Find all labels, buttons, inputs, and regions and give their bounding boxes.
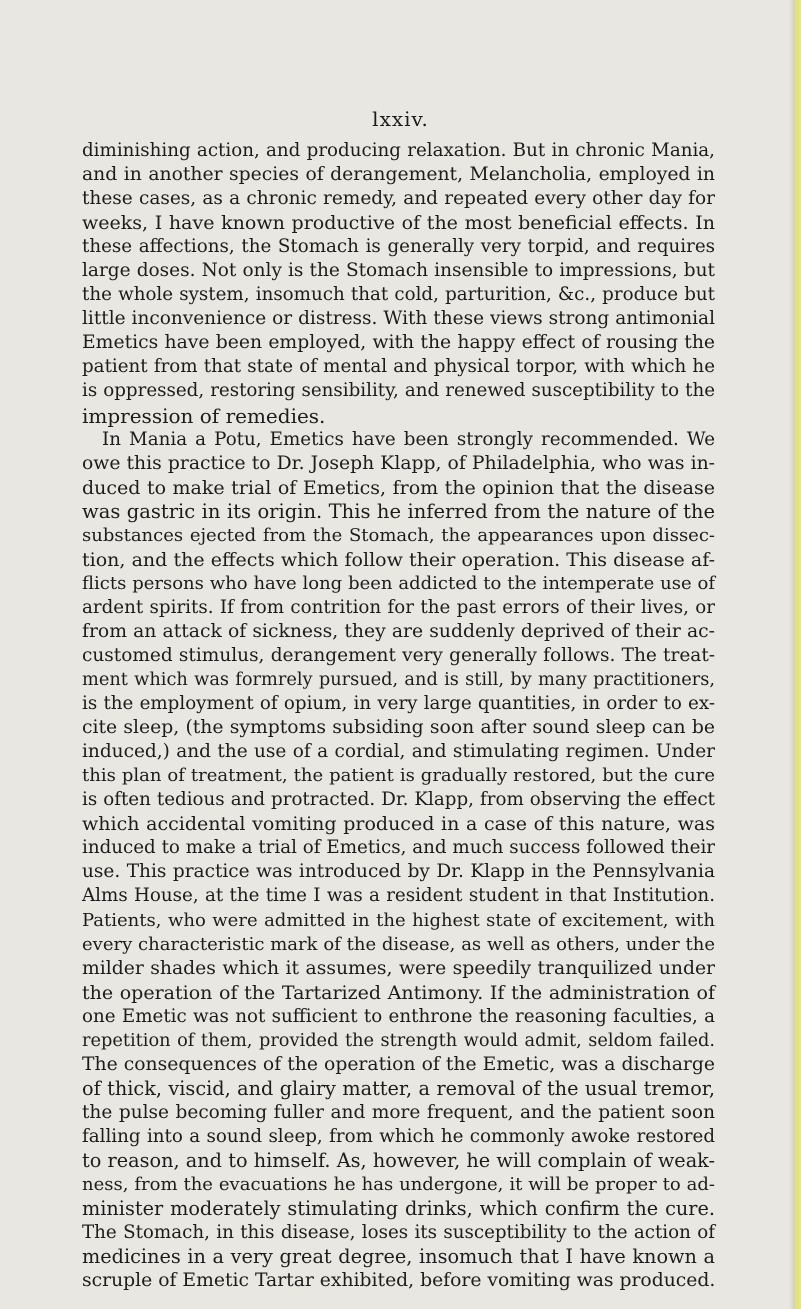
text-line: these affections, the Stomach is generally very torpid, and requires [82, 236, 715, 258]
text-line: Emetics have been employed, with the happy effect of rousing the [82, 332, 715, 354]
text-line: the whole system, insomuch that cold, parturition, &c., produce but [82, 284, 715, 306]
text-line: induced to make a trial of Emetics, and much success followed their [82, 837, 715, 859]
text-line: falling into a sound sleep, from which he commonly awoke restored [82, 1125, 715, 1147]
text-line: these cases, as a chronic remedy, and repeated every other day for [82, 188, 715, 210]
page-number: lxxiv. [372, 107, 429, 131]
text-line: Patients, who were admitted in the highest state of excitement, with [82, 909, 715, 931]
text-line: ment which was formrely pursued, and is still, by many practitioners, [82, 670, 715, 691]
text-line: to reason, and to himself. As, however, he will complain of weak- [82, 1148, 715, 1172]
text-line: impression of remedies. [82, 403, 326, 428]
text-line: is oppressed, restoring sensibility, and renewed susceptibility to the [82, 380, 715, 402]
text-line: Alms House, at the time I was a resident student in that Institution. [82, 885, 715, 907]
text-line: was gastric in its origin. This he inferred from the nature of the [82, 499, 715, 523]
text-line: customed stimulus, derangement very generally follows. The treat- [82, 644, 715, 666]
text-line: one Emetic was not sufficient to enthrone the reasoning faculties, a [82, 1005, 715, 1027]
text-line: In Mania a Potu, Emetics have been strongly recommended. We [102, 428, 715, 450]
text-line: flicts persons who have long been addicted to the intemperate use of [82, 572, 715, 594]
text-line: every characteristic mark of the disease, as well as others, under the [82, 933, 715, 955]
text-line: ardent spirits. If from contrition for the past errors of their lives, or [82, 596, 715, 618]
text-line: tion, and the effects which follow their operation. This disease af- [82, 548, 715, 571]
text-line: The consequences of the operation of the Emetic, was a discharge [82, 1053, 715, 1075]
text-line: scruple of Emetic Tartar exhibited, before vomiting was produced. [82, 1270, 716, 1292]
text-line: diminishing action, and producing relaxation. But in chronic Mania, [82, 140, 715, 161]
text-line: medicines in a very great degree, insomuch that I have known a [82, 1245, 715, 1269]
text-line: induced,) and the use of a cordial, and stimulating regimen. Under [82, 741, 715, 763]
text-line: milder shades which it assumes, were speedily tranquilized under [82, 957, 715, 979]
text-line: duced to make trial of Emetics, from the opinion that the disease [82, 476, 715, 499]
text-line: owe this practice to Dr. Joseph Klapp, of Philadelphia, who was in- [82, 452, 715, 474]
text-line: the operation of the Tartarized Antimony. If the administration of [82, 981, 715, 1004]
text-line: from an attack of sickness, they are suddenly deprived of their ac- [82, 620, 715, 642]
text-line: little inconvenience or distress. With these views strong antimonial [82, 308, 715, 330]
text-line: substances ejected from the Stomach, the appearances upon dissec- [82, 524, 715, 546]
text-line: minister moderately stimulating drinks, which confirm the cure. [82, 1197, 715, 1221]
text-line: use. This practice was introduced by Dr. Klapp in the Pennsylvania [82, 861, 715, 883]
text-line: and in another species of derangement, Melancholia, employed in [82, 164, 715, 186]
text-line: large doses. Not only is the Stomach insensible to impressions, but [82, 260, 715, 282]
page-edge [789, 0, 801, 1309]
body-text [82, 139, 715, 1293]
text-line: this plan of treatment, the patient is gradually restored, but the cure [82, 765, 715, 787]
text-line: of thick, viscid, and glairy matter, a removal of the usual tremor, [82, 1076, 715, 1100]
text-line: cite sleep, (the symptoms subsiding soon after sound sleep can be [82, 717, 715, 739]
text-line: is often tedious and protracted. Dr. Klapp, from observing the effect [82, 789, 715, 811]
text-line: weeks, I have known productive of the most beneficial effects. In [82, 212, 715, 235]
text-line: which accidental vomiting produced in a case of this nature, was [82, 813, 715, 836]
text-line: patient from that state of mental and physical torpor, with which he [82, 356, 715, 378]
text-line: repetition of them, provided the strength would admit, seldom failed. [82, 1030, 715, 1051]
text-line: is the employment of opium, in very large quantities, in order to ex- [82, 693, 715, 715]
text-line: ness, from the evacuations he has undergone, it will be proper to ad- [82, 1174, 715, 1196]
text-line: the pulse becoming fuller and more frequent, and the patient soon [82, 1101, 715, 1123]
text-line: The Stomach, in this disease, loses its susceptibility to the action of [82, 1222, 715, 1244]
